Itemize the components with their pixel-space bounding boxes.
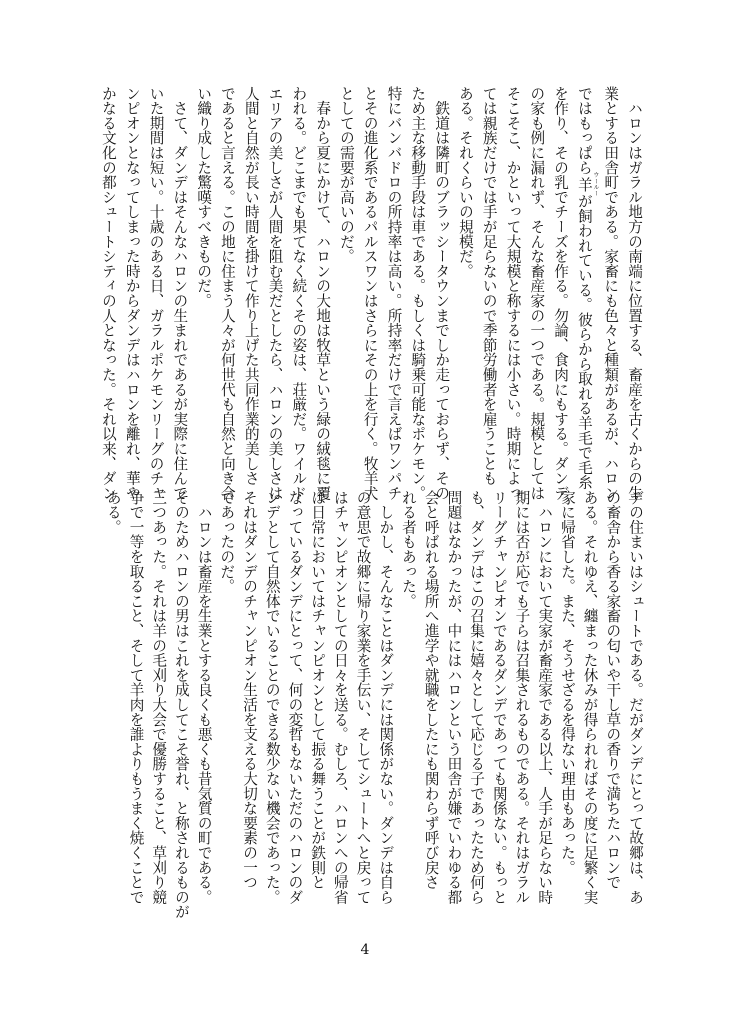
text-column: リーグチャンピオンであるダンデであっても関係ない。もっと	[490, 490, 508, 905]
text-column: とその進化系であるパルスワンはさらにその上を行く。牧羊犬	[361, 86, 379, 501]
text-segment: ではもっぱら	[575, 86, 593, 175]
text-column: われる。どこまでも果てなく続くその姿は、荘厳だ。ワイルド	[290, 86, 308, 501]
text-column: い織り成した驚嘆すべきものだ。	[195, 86, 213, 308]
text-column: そこそこ、かといって大規模と称するには小さい。時期によっ	[504, 86, 522, 501]
text-column: ハロンはガラル地方の南端に位置する、畜産を古くからの生	[626, 86, 643, 501]
text-column: ある。それくらいの規模だ。	[456, 86, 474, 279]
text-column: かなる文化の都シュートシティの人となった。それ以来、ダン	[99, 86, 117, 501]
text-column: ンデとして自然体でいることのできる数少ない機会であった。	[263, 490, 281, 905]
text-column: エリアの美しさが人間を阻む美だとしたら、ハロンの美しさは	[266, 86, 284, 501]
text-column	[572, 86, 599, 490]
text-column: 鉄道は隣町のブラッシータウンまでしか走っておらず、その	[433, 86, 451, 501]
text-column: ハロンにおいて実家が畜産家である以上、人手が足らない時	[536, 490, 554, 905]
text-column: 争で一等を取ること、そして羊肉を誰よりもうまく焼くことで	[127, 490, 145, 905]
text-column: としての需要が高いのだ。	[337, 86, 355, 264]
ruby-base: 羊	[575, 171, 593, 197]
text-column: の意思で故郷に帰り家業を手伝い、そしてシュートへと戻って	[354, 490, 372, 905]
top-text-block	[96, 86, 646, 501]
text-column: さて、ダンデはそんなハロンの生まれであるが実際に住んで	[171, 86, 189, 501]
page-number: 4	[360, 942, 370, 958]
text-segment: が飼われている。彼らから取れる羊毛で毛糸	[575, 193, 593, 490]
text-column: ンピオンとなってしまった時からダンデはハロンを離れ、華や	[123, 86, 141, 501]
text-column: なっているダンデにとって、何の変哲もないただのハロンのダ	[286, 490, 304, 905]
text-column: しかし、そんなことはダンデには関係がない。ダンデは自ら	[377, 490, 395, 905]
text-column: 家に帰省した。また、そうせざるを得ない理由もあった。	[558, 490, 576, 875]
text-column: を作り、その乳でチーズを作る。勿論、食肉にもする。ダンデ	[552, 86, 570, 501]
text-column: は日常においてはチャンピオンとして振る舞うことが鉄則と	[309, 490, 327, 890]
ruby-reading: ウールー	[591, 171, 599, 197]
text-column: れる者もあった。	[399, 490, 417, 609]
text-column: 特にバンバドロの所持率は高い。所持率だけで言えばワンパチ	[385, 86, 403, 501]
text-column: 三つあった。それは羊の毛刈り大会で優勝すること、草刈り競	[150, 490, 168, 905]
text-column: 業とする田舎町である。家畜にも色々と種類があるが、ハロン	[602, 86, 620, 501]
ruby-annotation	[575, 171, 599, 197]
text-column: デの住まいはシュートである。だがダンデにとって故郷は、あ	[627, 490, 644, 905]
text-column: 問題はなかったが、中にはハロンという田舎が嫌でいわゆる都	[445, 490, 463, 905]
text-column: の畜舎から香る家畜の匂いや干し草の香りで満ちたハロンで	[604, 490, 622, 890]
text-column: ある。	[104, 490, 122, 535]
text-column: 春から夏にかけて、ハロンの大地は牧草という緑の絨毯に覆	[314, 86, 332, 501]
text-column: それはダンデのチャンピオン生活を支える大切な要素の一つ	[241, 490, 259, 890]
text-column: であったのだ。	[218, 490, 236, 594]
text-column: 期には否が応でも子らは召集されるものである。それはガラル	[513, 490, 531, 905]
text-column: そのためハロンの男はこれを成してこそ誉れ、と称されるものが	[172, 490, 190, 920]
bottom-text-block	[101, 490, 646, 920]
text-column: であると言える。この地に住まう人々が何世代も自然と向き合	[218, 86, 236, 501]
text-column: も、ダンデはこの召集に嬉々として応じる子であったため何ら	[468, 490, 486, 905]
text-column: ある。それゆえ、纏まった休みが得られればその度に足繁く実	[581, 490, 599, 905]
text-column: ため主な移動手段は車である。もしくは騎乗可能なポケモン。	[409, 86, 427, 501]
text-column: 人間と自然が長い時間を掛けて作り上げた共同作業的美しさ	[242, 86, 260, 486]
text-column: 会と呼ばれる場所へ進学や就職をしたにも関わらず呼び戻さ	[422, 490, 440, 890]
text-column: の家も例に漏れず、そんな畜産家の一つである。規模としては	[528, 86, 546, 501]
text-column: ては親族だけでは手が足らないので季節労働者を雇うことも	[480, 86, 498, 486]
text-column: ハロンは畜産を生業とする良くも悪くも昔気質の町である。	[195, 490, 213, 905]
text-column: いた期間は短い。十歳のある日、ガラルポケモンリーグのチャ	[147, 86, 165, 501]
text-column: はチャンピオンとしての日々を送る。むしろ、ハロンへの帰省	[331, 490, 349, 905]
